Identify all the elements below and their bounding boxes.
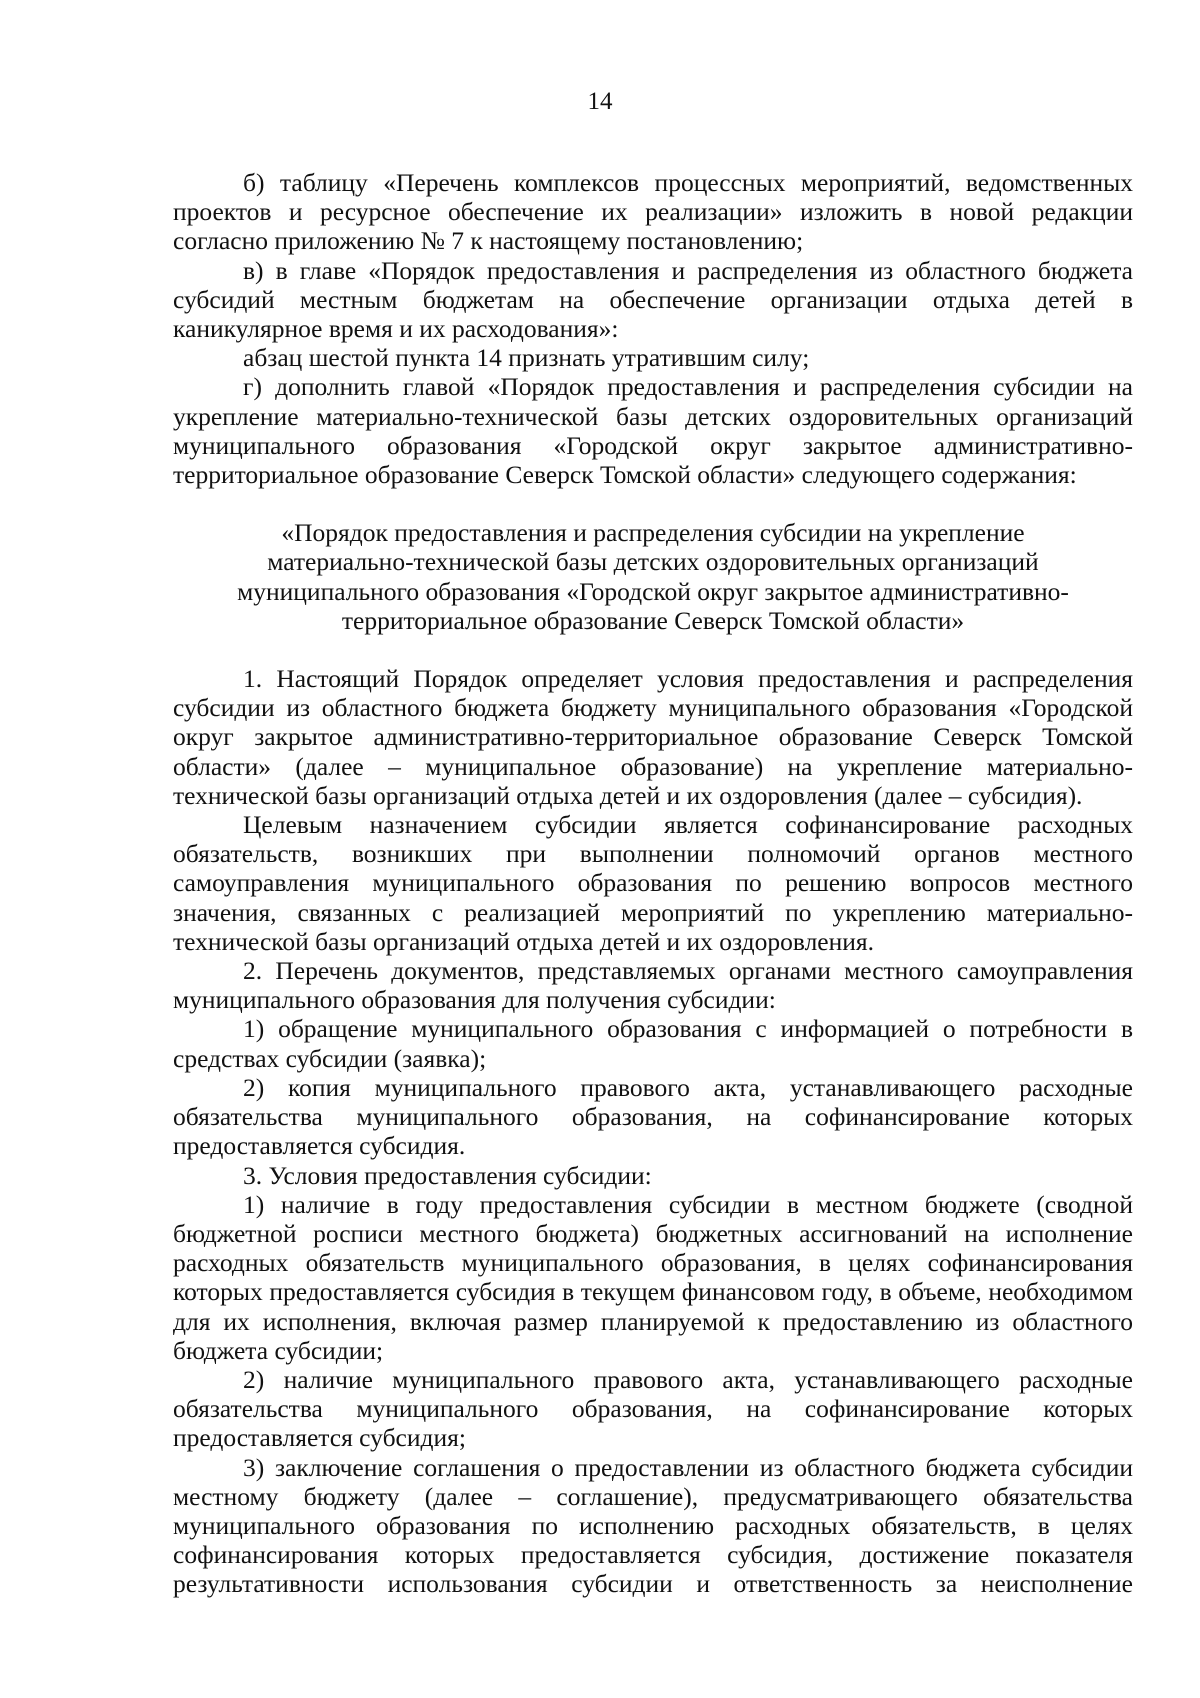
section-title	[173, 518, 1133, 635]
paragraph-g-add-chapter: г) дополнить главой «Порядок предоставления и распределения субсидии на укрепление материально-технической базы детских оздоровительных организаций муниципального образования «Городской округ закрытое административно-территориальное образование Северск Томской области» следующего содержания:	[173, 372, 1133, 490]
section-title-line: «Порядок предоставления и распределения субсидии на укрепление	[281, 518, 1025, 548]
paragraph-item-3: 3. Условия предоставления субсидии:	[243, 1160, 652, 1190]
paragraph-b-table: б) таблицу «Перечень комплексов процессных мероприятий, ведомственных проектов и ресурсное обеспечение их реализации» изложить в новой редакции согласно приложению № 7 к настоящему постановлению;	[173, 168, 1133, 256]
paragraph-purpose: Целевым назначением субсидии является софинансирование расходных обязательств, возникших при выполнении полномочий органов местного самоуправления муниципального образования по решению вопросов местного значения, связанных с реализацией мероприятий по укреплению материально-технической базы организаций отдыха детей и их оздоровления.	[173, 810, 1133, 956]
paragraph-item-3-3: 3) заключение соглашения о предоставлении из областного бюджета субсидии местному бюджету (далее – соглашение), предусматривающего обязательства муниципального образования по исполнению расходных обязательств, в целях софинансирования которых предоставляется субсидия, достижение показателя результативности использования субсидии и ответственность за неисполнение	[173, 1452, 1133, 1599]
document-body	[173, 168, 1133, 1599]
paragraph-abzac-14: абзац шестой пункта 14 признать утратившим силу;	[243, 343, 810, 373]
paragraph-v-chapter: в) в главе «Порядок предоставления и распределения из областного бюджета субсидий местным бюджетам на обеспечение организации отдыха детей в каникулярное время и их расходования»:	[173, 255, 1133, 344]
page-number: 14	[587, 88, 613, 115]
paragraph-item-3-1: 1) наличие в году предоставления субсидии в местном бюджете (сводной бюджетной росписи местного бюджета) бюджетных ассигнований на исполнение расходных обязательств муниципального образования, в целях софинансирования которых предоставляется субсидия в текущем финансовом году, в объеме, необходимом для их исполнения, включая размер планируемой к предоставлению из областного бюджета субсидии;	[173, 1189, 1133, 1365]
paragraph-item-3-2: 2) наличие муниципального правового акта, устанавливающего расходные обязательства муниципального образования, на софинансирование которых предоставляется субсидия;	[173, 1364, 1133, 1453]
section-title-line: территориальное образование Северск Томской области»	[341, 605, 965, 635]
paragraph-item-2-2: 2) копия муниципального правового акта, устанавливающего расходные обязательства муниципального образования, на софинансирование которых предоставляется субсидия.	[173, 1072, 1133, 1161]
paragraph-item-2: 2. Перечень документов, представляемых органами местного самоуправления муниципального образования для получения субсидии:	[173, 956, 1133, 1015]
section-title-line: муниципального образования «Городской округ закрытое административно-	[237, 576, 1069, 606]
paragraph-item-1: 1. Настоящий Порядок определяет условия предоставления и распределения субсидии из областного бюджета бюджету муниципального образования «Городской округ закрытое административно-территориальное образование Северск Томской области» (далее – муниципальное образование) на укрепление материально-технической базы организаций отдыха детей и их оздоровления (далее – субсидия).	[173, 664, 1133, 810]
section-title-line: материально-технической базы детских оздоровительных организаций	[267, 547, 1039, 577]
paragraph-item-2-1: 1) обращение муниципального образования с информацией о потребности в средствах субсидии (заявка);	[173, 1014, 1133, 1073]
